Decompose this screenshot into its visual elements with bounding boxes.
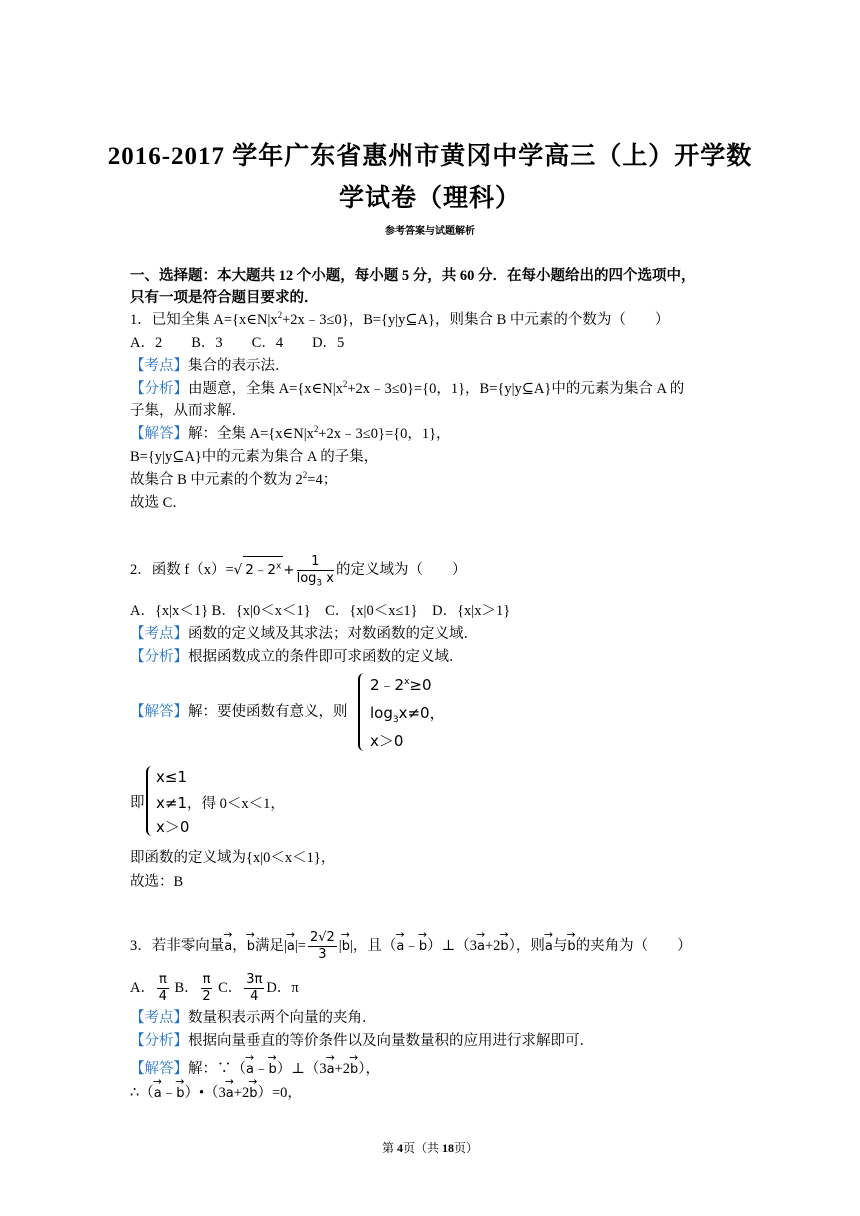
q1-jieda: 【解答】解：全集 $A=\{x\in N|x^2+2x﹣3\le 0\}=\{0$，1}，: [130, 424, 451, 442]
kaodian-tag: 【考点】: [130, 358, 188, 374]
q1-kaodian: 【考点】集合的表示法．: [130, 358, 290, 374]
q2-sqrt-expr: 2﹣2$^x$: [243, 556, 283, 583]
page-number: 4: [396, 1141, 403, 1155]
q2-options: A．{x|x＜1} B．{x|0＜x＜1} C．{x|0＜x≤1} D．{x|x＞1}: [130, 603, 511, 619]
q1-answer: 故选 C．: [130, 495, 187, 511]
total-pages: 18: [442, 1141, 454, 1155]
q2-system-2-row-1: x≤1: [156, 768, 187, 786]
q2-system-brace-1: [358, 673, 366, 751]
q1-fenxi: 【分析】由题意，全集 $A=\{x\in N|x^2+2x﹣3\le 0\}=\{0$，1}，B={y|y⊆A}中的元素为集合 A 的: [130, 379, 685, 397]
page-title-line-2: 学试卷（理科）: [338, 185, 521, 212]
q3-jieda: 【解答】解：∵（→ a﹣→ b）⊥（3→ a+2→ b），: [130, 1054, 380, 1080]
q2-fenxi: 【分析】根据函数成立的条件即可求函数的定义域．: [130, 649, 464, 665]
q3-fenxi: 【分析】根据向量垂直的等价条件以及向量数量积的应用进行求解即可．: [130, 1033, 594, 1049]
q3-stem: 3．若非零向量→ a，→ b满足|→ a|= $\frac{2√2}{3}$ |→ b|，且（→ a﹣→ b）⊥（3→ a+2→ b），则→ a与→ b的夹角为（ ）: [130, 928, 692, 963]
q2-domain-result: 即函数的定义域为{x|0＜x＜1}，: [130, 850, 336, 866]
q1-fenxi-cont: 子集，从而求解．: [130, 403, 246, 419]
q2-jieda: 【解答】解：要使函数有意义，则: [130, 704, 348, 720]
q2-answer: 故选：B: [130, 874, 184, 890]
q1-stem: 1．已知全集 $A=\{x\in N|x^2+2x﹣3\le 0\}$，B={y|y⊆A}，则集合 B 中元素的个数为（ ）: [130, 310, 670, 328]
section-heading-1: 一、选择题：本大题共 12 个小题，每小题 5 分，共 60 分．在每小题给出的四个选项中，: [130, 268, 696, 284]
page-subtitle: 参考答案与试题解析: [385, 226, 475, 237]
q2-system-2-row-3: x＞0: [156, 818, 190, 836]
q2-system-2-row-2: x≠1，得 0＜x＜1，: [156, 794, 285, 812]
page-footer: 第 4页（共 18页）: [381, 1141, 479, 1155]
fenxi-tag: 【分析】: [130, 381, 188, 397]
q2-system-brace-2: [146, 766, 154, 836]
q3-kaodian: 【考点】数量积表示两个向量的夹角．: [130, 1010, 377, 1026]
q2-system-1-row-2: $\log_3x\ne 0$，: [370, 704, 445, 725]
q2-ji-label: 即: [130, 795, 145, 811]
q1-jieda-line-3: 故集合 B 中元素的个数为 $2^2=4$；: [130, 470, 338, 488]
q3-fraction: $\frac{2√2}{3}$: [309, 930, 335, 963]
section-heading-2: 只有一项是符合题目要求的．: [130, 290, 319, 306]
q2-stem: 2．函数 f（x）=√ $2﹣2^x$ + $\frac{1}{\log_3 x}$ 的定义域为（ ）: [130, 554, 467, 589]
q1-jieda-line-2: B={y|y⊆A}中的元素为集合 A 的子集，: [130, 449, 379, 465]
q2-fraction: $\frac{1}{\log_3 x}$: [296, 554, 334, 589]
jieda-tag: 【解答】: [130, 426, 188, 442]
page-title-line-1: 2016-2017 学年广东省惠州市黄冈中学高三（上）开学数: [107, 143, 753, 170]
q3-jieda-line-2: ∴（→ a﹣→ b）•（3→ a+2→ b）=0，: [130, 1078, 302, 1104]
q1-options: A．2 B．3 C．4 D．5: [130, 335, 345, 351]
q3-options: A． $\frac{\pi}{4}$ B． $\frac{\pi}{2}$ C． $\frac{3\pi}{4}$ D．π: [130, 972, 299, 1004]
q2-system-1-row-3: x＞0: [370, 732, 404, 750]
q2-kaodian: 【考点】函数的定义域及其求法；对数函数的定义域．: [130, 626, 478, 642]
q2-system-1-row-1: $2﹣2^x\ge 0$: [370, 676, 432, 694]
